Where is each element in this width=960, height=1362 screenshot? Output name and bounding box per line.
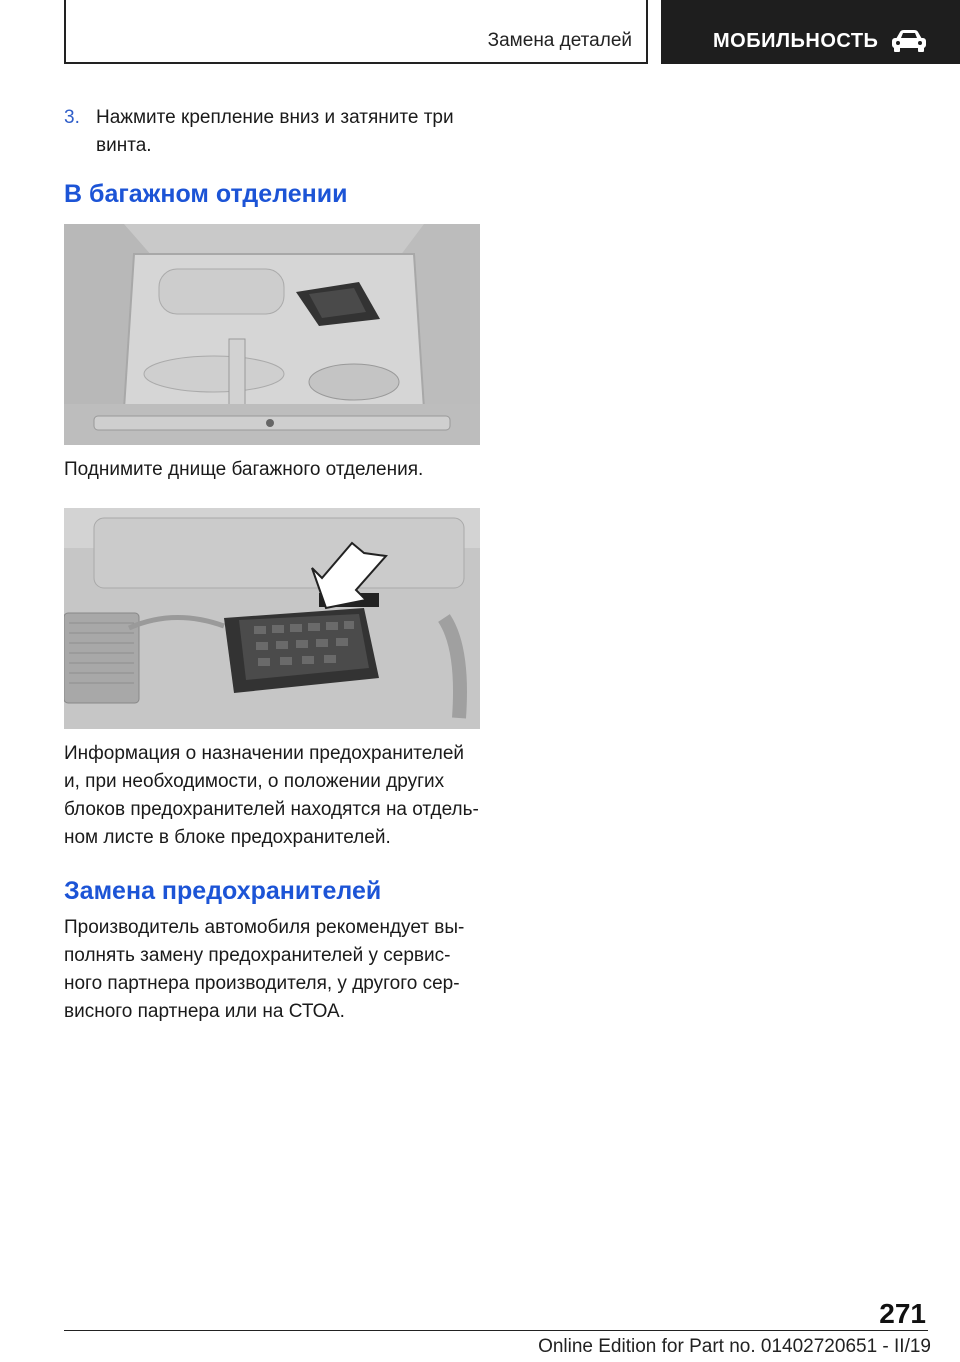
trunk-caption: Поднимите днище багажного отделения.: [64, 459, 424, 480]
step-line-1: Нажмите крепление вниз и затяните три: [96, 107, 454, 128]
page-number: 271: [879, 1298, 926, 1329]
footer-divider: [64, 1330, 928, 1331]
fuse-info-paragraph: [64, 740, 480, 852]
step-line-2: винта.: [96, 135, 152, 156]
step-text: [96, 104, 480, 160]
header-section-title: Замена деталей: [487, 30, 632, 51]
info-line: блоков предохранителей находятся на отдель-: [64, 799, 479, 820]
header-chapter-tab: [661, 0, 960, 64]
footer-edition: Online Edition for Part no. 01402720651 - II/19: [538, 1336, 931, 1357]
fuse-replacement-paragraph: [64, 914, 480, 1026]
section-heading-trunk: В багажном отделении: [64, 180, 348, 208]
header-tab-label: МОБИЛЬНОСТЬ: [713, 30, 879, 52]
step-number: 3.: [64, 107, 80, 128]
paragraph-line: ного партнера производителя, у другого сер-: [64, 973, 460, 994]
paragraph-line: полнять замену предохранителей у сервис-: [64, 945, 451, 966]
step-3: [64, 104, 480, 160]
info-line: Информация о назначении предохранителей: [64, 743, 464, 764]
paragraph-line: Производитель автомобиля рекомендует вы-: [64, 917, 465, 938]
info-line: и, при необходимости, о положении других: [64, 771, 445, 792]
info-line: ном листе в блоке предохранителей.: [64, 827, 391, 848]
section-heading-fuses: Замена предохранителей: [64, 877, 382, 905]
fuse-box-photo: [64, 508, 480, 729]
header-section-box: [64, 0, 648, 64]
trunk-floor-photo: [64, 224, 480, 445]
car-icon: [889, 28, 929, 54]
paragraph-line: висного партнера или на СТОА.: [64, 1001, 345, 1022]
